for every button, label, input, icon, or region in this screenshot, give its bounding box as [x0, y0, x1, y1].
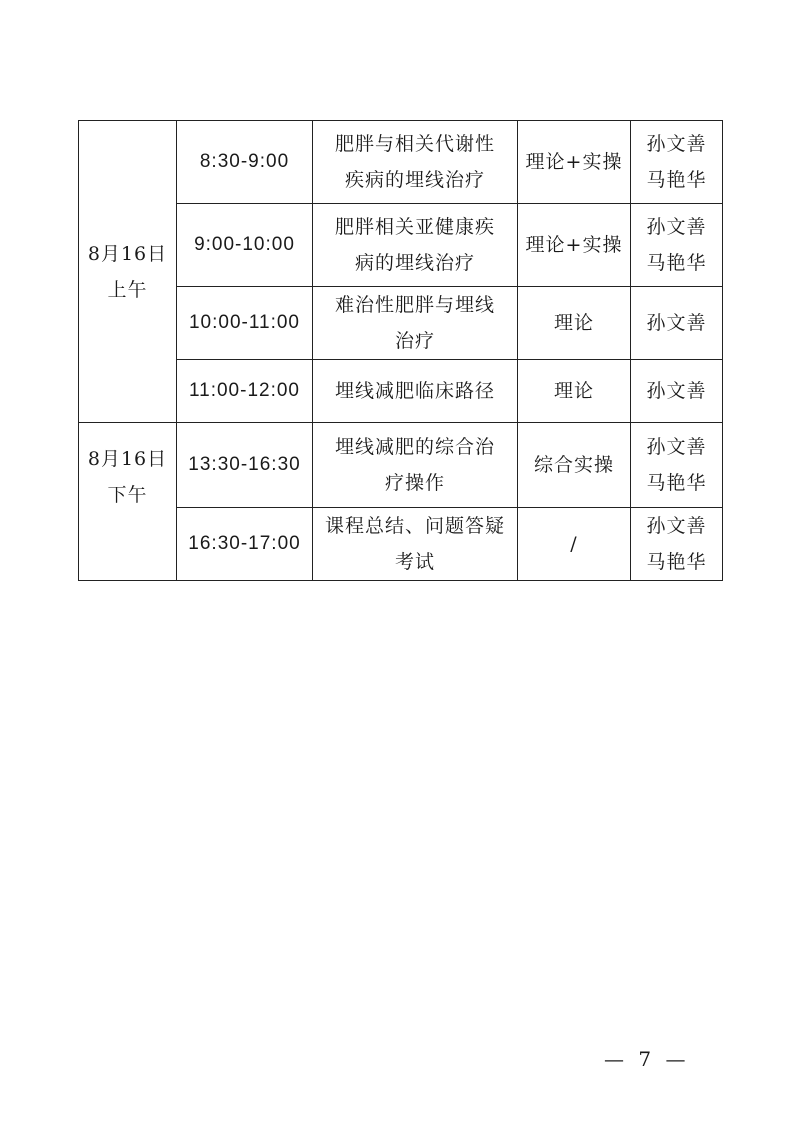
period-label: 上午	[107, 278, 148, 301]
teacher-name: 马艳华	[646, 252, 707, 274]
type-cell: 综合实操	[518, 423, 631, 508]
type-cell: 理论+实操	[518, 121, 631, 204]
teacher-name: 马艳华	[646, 551, 707, 573]
time-cell: 11:00-12:00	[177, 360, 313, 423]
time-cell: 9:00-10:00	[177, 204, 313, 287]
type-cell: /	[518, 508, 631, 581]
schedule-table	[78, 120, 723, 581]
topic-cell	[313, 360, 518, 423]
topic-cell	[313, 121, 518, 204]
time-cell: 16:30-17:00	[177, 508, 313, 581]
teacher-name: 孙文善	[646, 216, 707, 238]
topic-line: 难治性肥胖与埋线	[334, 294, 495, 316]
type-cell: 理论	[518, 287, 631, 360]
topic-line: 埋线减肥临床路径	[334, 380, 495, 402]
date-cell-morning	[79, 121, 177, 423]
topic-cell	[313, 287, 518, 360]
time-cell: 13:30-16:30	[177, 423, 313, 508]
teacher-cell	[631, 508, 723, 581]
topic-line: 课程总结、问题答疑	[324, 515, 505, 537]
teacher-cell	[631, 423, 723, 508]
teacher-cell: 孙文善	[631, 360, 723, 423]
period-label: 下午	[107, 484, 148, 506]
teacher-cell	[631, 121, 723, 204]
topic-line: 埋线减肥的综合治	[334, 436, 495, 458]
topic-line: 考试	[394, 551, 435, 573]
topic-cell	[313, 508, 518, 581]
topic-cell	[313, 423, 518, 508]
type-cell: 理论	[518, 360, 631, 423]
type-cell: 理论+实操	[518, 204, 631, 287]
topic-line: 疾病的埋线治疗	[344, 169, 485, 191]
teacher-name: 孙文善	[646, 133, 707, 155]
time-cell: 10:00-11:00	[177, 287, 313, 360]
teacher-name: 孙文善	[646, 515, 707, 537]
topic-line: 病的埋线治疗	[354, 252, 475, 274]
date-cell-afternoon	[79, 423, 177, 581]
teacher-name: 马艳华	[646, 472, 707, 494]
topic-line: 肥胖相关亚健康疾	[334, 216, 495, 238]
teacher-cell	[631, 204, 723, 287]
table-row	[79, 423, 723, 508]
topic-line: 治疗	[394, 330, 435, 352]
teacher-cell: 孙文善	[631, 287, 723, 360]
date-label: 8月16日	[87, 448, 168, 470]
topic-line: 肥胖与相关代谢性	[334, 133, 495, 155]
time-cell: 8:30-9:00	[177, 121, 313, 204]
teacher-name: 马艳华	[646, 169, 707, 191]
topic-cell	[313, 204, 518, 287]
topic-line: 疗操作	[384, 472, 445, 494]
table-row	[79, 121, 723, 204]
teacher-name: 孙文善	[646, 436, 707, 458]
date-label: 8月16日	[87, 242, 168, 265]
page-number: — 7 —	[604, 1047, 690, 1071]
